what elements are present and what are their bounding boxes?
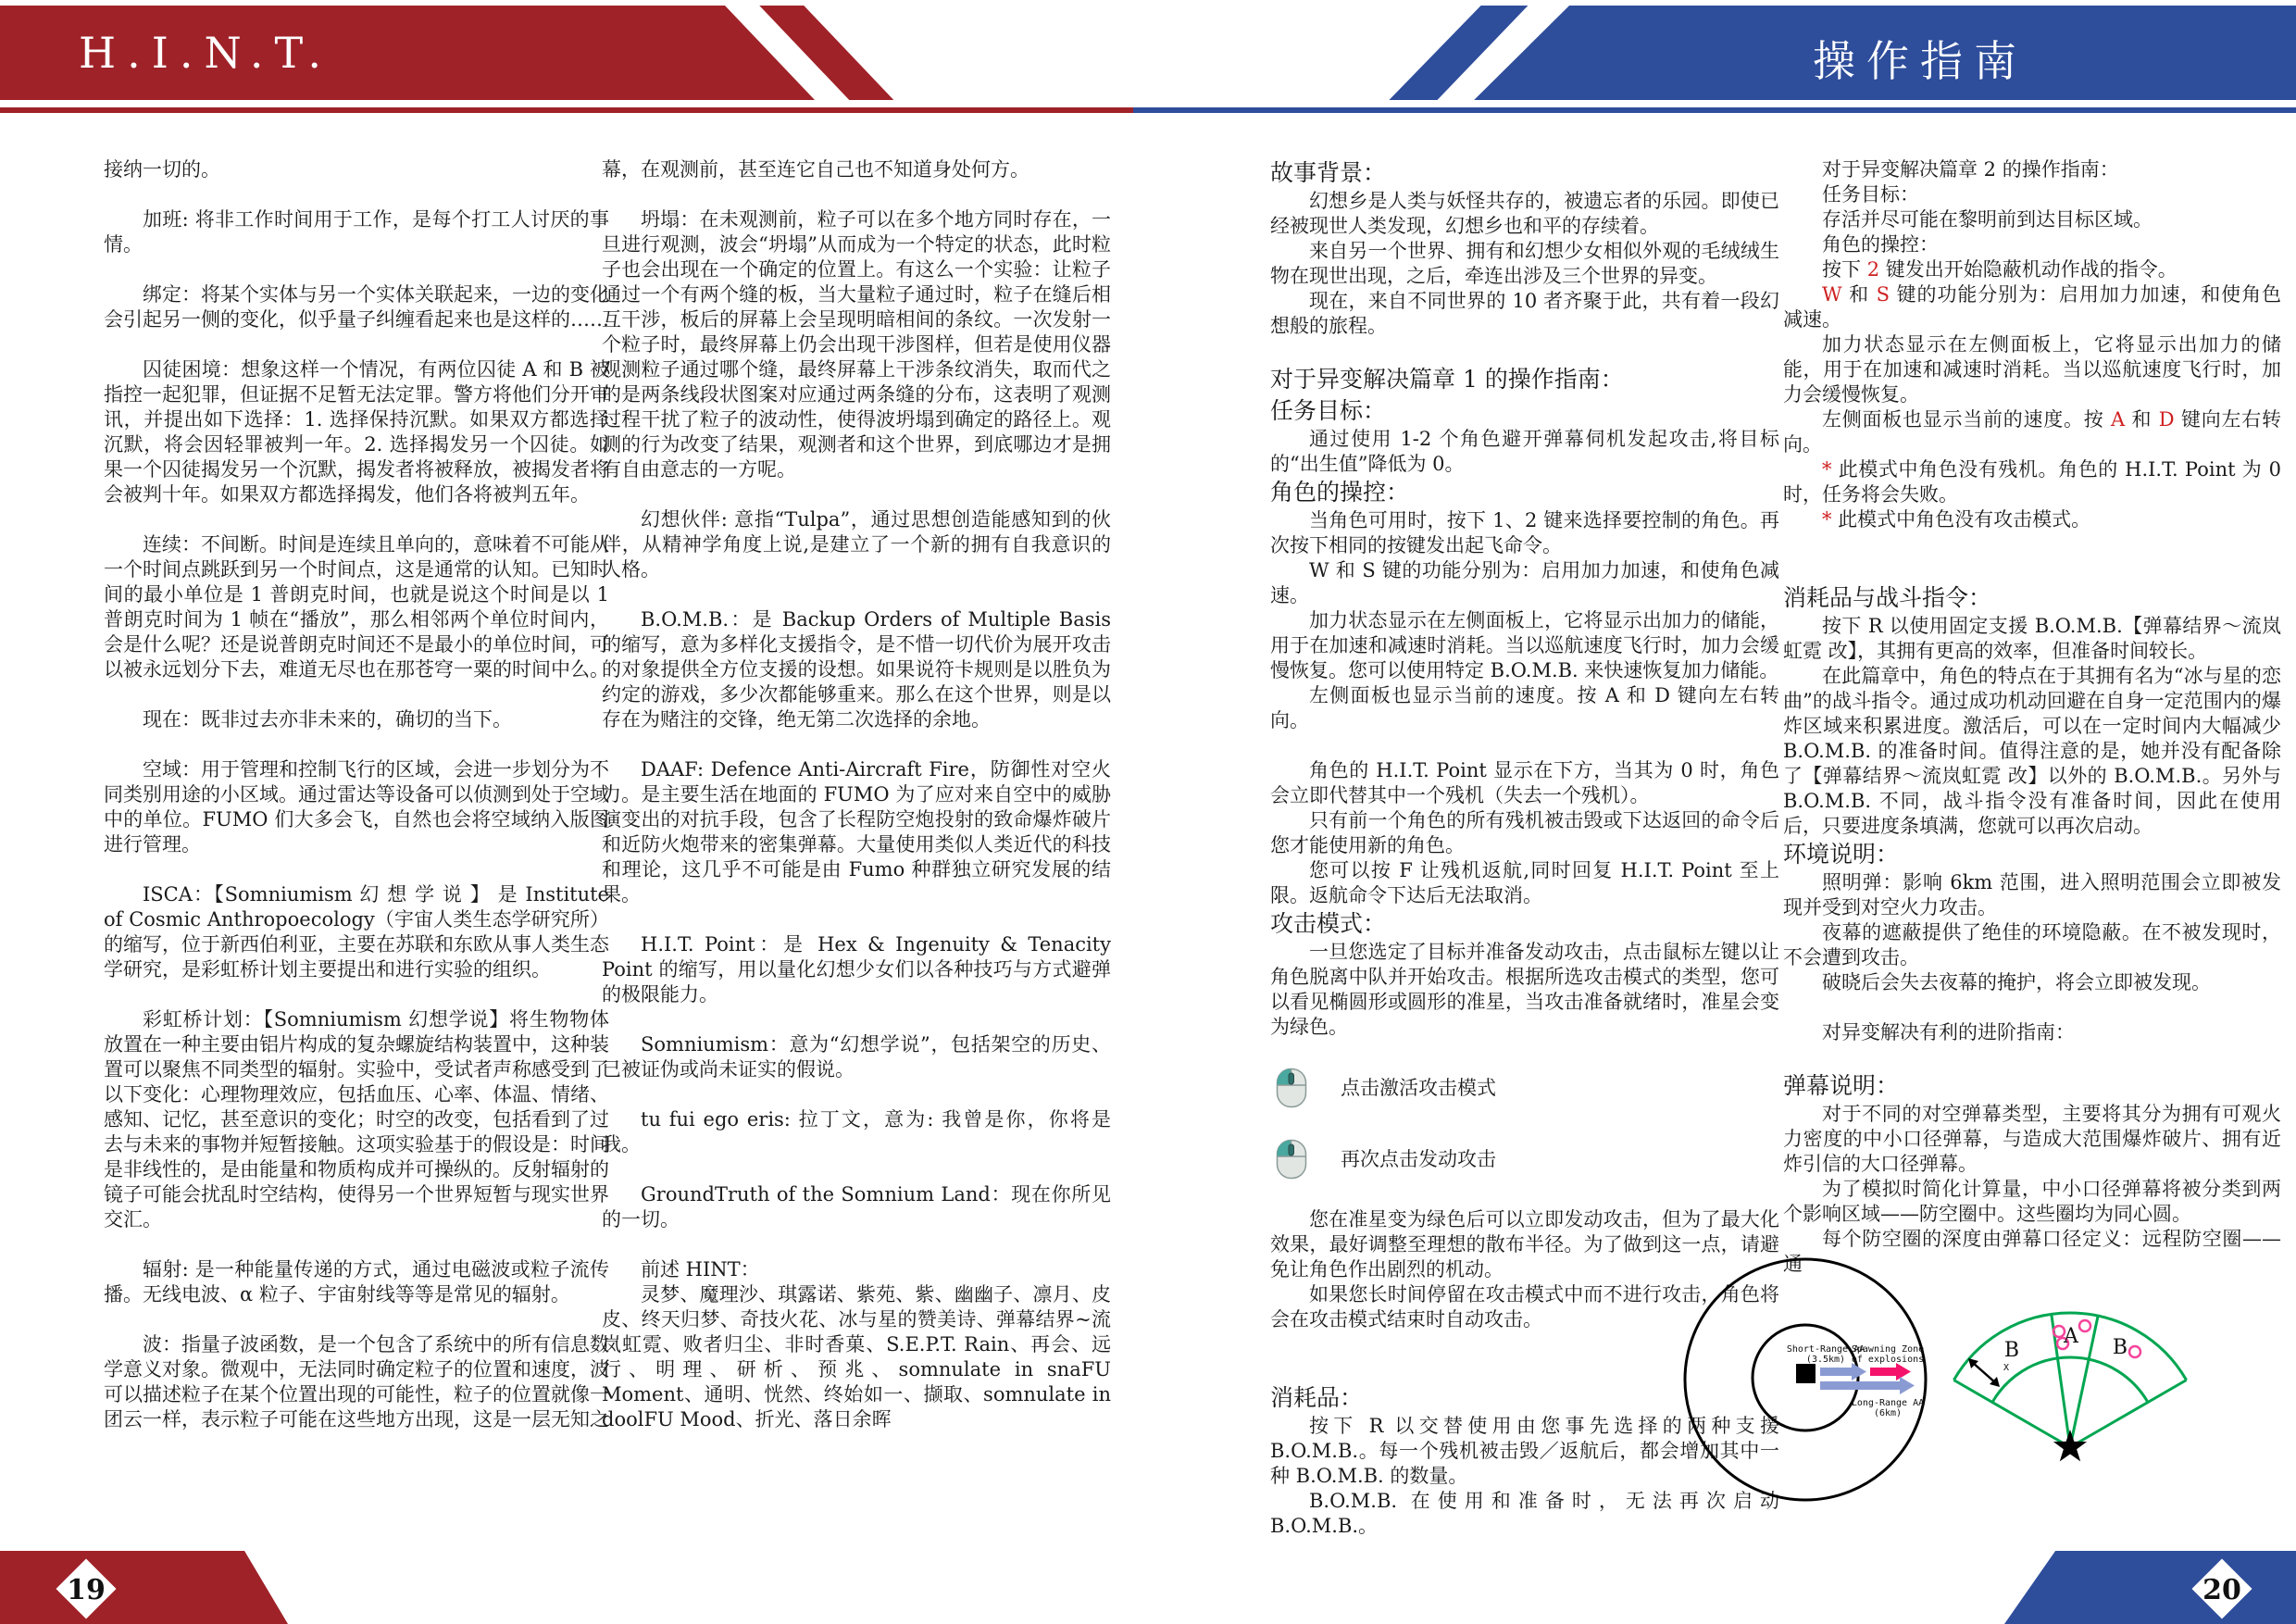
paragraph: 角色的操控： xyxy=(1822,233,1939,256)
paragraph: 一旦您选定了目标并准备发动攻击，点击鼠标左键以让角色脱离中队并开始攻击。根据所选攻击模式的类型，您可以看见椭圆形或圆形的准星，当攻击准备就绪时，准星会变为绿色。 xyxy=(1270,941,1779,1038)
spawning-zone-arrow xyxy=(1870,1363,1911,1380)
paragraph: ISCA：【Somniumism 幻 想 学 说 】 是 Institute of Cosmic Anthropoecology（宇宙人类生态学研究所）的缩写，位于新西伯利亚，主要在苏联和东欧从事人类生态学研究，是彩虹桥计划主要提出和进行实验的组织。 xyxy=(104,883,609,981)
aa-range-circles-diagram xyxy=(1685,1259,1926,1500)
section-heading: 故事背景： xyxy=(1270,159,1387,186)
paragraph: 加班: 将非工作时间用于工作，是每个打工人讨厌的事情。 xyxy=(104,208,609,256)
paragraph: 夜幕的遮蔽提供了绝佳的环境隐蔽。在不被发现时，不会遭到攻击。 xyxy=(1783,921,2281,968)
section-heading: 任务目标： xyxy=(1270,397,1387,424)
flak-zones-diagram xyxy=(1657,1250,2296,1555)
paragraph: 幻想伙伴: 意指“Tulpa”，通过思想创造能感知到的伙伴，从精神学角度上说,是建立了一个新的拥有自我意识的人格。 xyxy=(602,508,1111,581)
paragraph: 按下 R 以交替使用由您事先选择的两种支援 B.O.M.B.。每一个残机被击毁／返航后，都会增加其中一种 B.O.M.B. 的数量。 xyxy=(1270,1415,1779,1487)
long-range-arrow xyxy=(1820,1377,1915,1394)
spawning-zone-label-1: Spawning Zone xyxy=(1851,1344,1925,1355)
paragraph: tu fui ego eris: 拉丁文，意为: 我曾是你，你将是我。 xyxy=(602,1108,1111,1156)
paragraph: B.O.M.B.：是 Backup Orders of Multiple Basis 的缩写，意为多样化支援指令，是不惜一切代价为展开攻击的对象提供全方位支援的设想。如果说符卡规则是以胜负为约定的游戏，多少次都能够重来。那么在这个世界，则是以存在为赌注的交锋，绝无第二次选择的余地。 xyxy=(602,608,1111,731)
paragraph: 在此篇章中，角色的特点在于其拥有名为“冰与星的恋曲”的战斗指令。通过成功机动回避在自身一定范围内的爆炸区域来积累进度。激活后，可以在一定时间内大幅减少 B.O.M.B. 的准备时间。值得注意的是，她并没有配备除了【弹幕结界～流岚虹霓 改】以外的 B.O.M.B.。另外与 B.O.M.B. 不同，战斗指令没有准备时间，因此在使用后，只要进度条填满，您就可以再次启动。 xyxy=(1783,665,2281,837)
short-range-km-label: (3.5km) xyxy=(1805,1355,1846,1365)
paragraph: 波：指量子波函数，是一个包含了系统中的所有信息数学意义对象。微观中，无法同时确定粒子的位置和速度，波可以描述粒子在某个位置出现的可能性，粒子的位置就像一团云一样，表示粒子可能在这些地方出现，这是一层无知之 xyxy=(104,1333,609,1430)
paragraph: 按下 R 以使用固定支援 B.O.M.B.【弹幕结界～流岚虹霓 改】，其拥有更高的效率，但准备时间较长。 xyxy=(1783,615,2281,662)
mouse-instruction-row xyxy=(1276,1136,1779,1182)
section-heading: 弹幕说明： xyxy=(1783,1072,1900,1099)
section-heading: 消耗品与战斗指令： xyxy=(1783,584,1992,611)
paragraph: 对于不同的对空弹幕类型，主要将其分为拥有可观火力密度的中小口径弹幕，与造成大范围爆炸破片、拥有近炸引信的大口径弹幕。 xyxy=(1783,1103,2281,1175)
paragraph: W 和 S 键的功能分别为：启用加力加速，和使角色减速。 xyxy=(1783,283,2281,331)
mouse-instruction-row xyxy=(1276,1065,1779,1111)
section-heading: 攻击模式： xyxy=(1270,910,1387,937)
depth-arrow xyxy=(1968,1358,2000,1387)
short-range-arrow xyxy=(1820,1363,1866,1380)
paragraph: 辐射: 是一种能量传递的方式，通过电磁波或粒子流传播。无线电波、α 粒子、宇宙射线等等是常见的辐射。 xyxy=(104,1258,609,1305)
paragraph: 每个防空圈的深度由弹幕口径定义：远程防空圈——通 xyxy=(1783,1228,2281,1275)
zone-a-label: A xyxy=(2064,1325,2078,1348)
paragraph: 对异变解决有利的进阶指南： xyxy=(1822,1021,2075,1043)
player-star-icon xyxy=(2053,1430,2087,1461)
spawning-zone-label-2: of explosions xyxy=(1851,1355,1925,1365)
paragraph: 灵梦、魔理沙、琪露诺、紫苑、紫、幽幽子、凛月、皮皮、终天归梦、奇技火花、冰与星的赞美诗、弹幕结界~流岚虹霓、败者归尘、非时香菓、S.E.P.T. Rain、再会、远行、明理、研析、预兆、somnulate in snaFU Moment、通明、恍然、终始如一、撷取、somnulate in doolFU Mood、折光、落日余晖 xyxy=(602,1283,1111,1430)
column-1 xyxy=(104,157,609,1432)
right-footer-banner xyxy=(2004,1551,2296,1624)
zone-b-right-label: B xyxy=(2112,1336,2128,1359)
paragraph: 接纳一切的。 xyxy=(104,158,220,181)
paragraph: 任务目标： xyxy=(1822,183,1919,206)
right-header-rule xyxy=(1133,107,2296,113)
right-page-header-banner xyxy=(1148,6,2296,100)
paragraph: 您在准星变为绿色后可以立即发动攻击，但为了最大化效果，最好调整至理想的散布半径。为了做到这一点，请避免让角色作出剧烈的机动。 xyxy=(1270,1208,1779,1280)
paragraph: Somniumism：意为“幻想学说”，包括架空的历史、已被证伪或尚未证实的假说。 xyxy=(602,1033,1111,1081)
paragraph: 存活并尽可能在黎明前到达目标区域。 xyxy=(1822,208,2152,231)
paragraph: 幕，在观测前，甚至连它自己也不知道身处何方。 xyxy=(602,158,1029,181)
paragraph: * 此模式中角色没有残机。角色的 H.I.T. Point 为 0 时，任务将会失败。 xyxy=(1783,458,2281,506)
section-heading: 角色的操控： xyxy=(1270,479,1410,506)
mouse-instruction-label: 点击激活攻击模式 xyxy=(1341,1076,1496,1099)
paragraph: DAAF: Defence Anti-Aircraft Fire，防御性对空火力。是主要生活在地面的 FUMO 为了应对来自空中的威胁演变出的对抗手段，包含了长程防空炮投射的致命爆炸破片和近防火炮带来的密集弹幕。大量使用类似人类近代的科技和理论，这几乎不可能是由 Fumo 种群独立研究发展的结果。 xyxy=(602,758,1111,906)
paragraph: 按下 2 键发出开始隐蔽机动作战的指令。 xyxy=(1822,258,2177,281)
aa-site-square xyxy=(1796,1364,1816,1383)
paragraph: 连续：不间断。时间是连续且单向的，意味着不可能从一个时间点跳跃到另一个时间点，这是通常的认知。已知时间的最小单位是 1 普朗克时间，也就是说这个时间是以 1 普朗克时间为 1 帧在“播放”，那么相邻两个单位时间内，会是什么呢？还是说普朗克时间还不是最小的单位时间，可以被永远划分下去，难道无尽也在那苍穹一粟的时间中么。 xyxy=(104,533,609,681)
paragraph: 现在：既非过去亦非未来的，确切的当下。 xyxy=(143,708,512,731)
paragraph: 加力状态显示在左侧面板上，它将显示出加力的储能，用于在加速和减速时消耗。当以巡航速度飞行时，加力会缓慢恢复。您可以使用特定 B.O.M.B. 来快速恢复加力储能。 xyxy=(1270,609,1779,681)
paragraph: 现在，来自不同世界的 10 者齐聚于此，共有着一段幻想般的旅程。 xyxy=(1270,290,1779,337)
left-page-number: 19 xyxy=(67,1574,106,1606)
left-page-header-banner xyxy=(0,6,907,100)
zone-b-left-label: B xyxy=(2003,1339,2020,1362)
left-page-title: H.I.N.T. xyxy=(79,28,333,78)
paragraph: 左侧面板也显示当前的速度。按 A 和 D 键向左右转向。 xyxy=(1783,408,2281,456)
column-4 xyxy=(1783,157,2281,1277)
paragraph: 空域：用于管理和控制飞行的区域，会进一步划分为不同类别用途的小区域。通过雷达等设备可以侦测到处于空域中的单位。FUMO 们大多会飞，自然也会将空域纳入版图进行管理。 xyxy=(104,758,609,856)
paragraph: 照明弹：影响 6km 范围，进入照明范围会立即被发现并受到对空火力攻击。 xyxy=(1783,871,2281,918)
left-header-rule xyxy=(0,107,1163,113)
paragraph: 加力状态显示在左侧面板上，它将显示出加力的储能，用于在加速和减速时消耗。当以巡航速度飞行时，加力会缓慢恢复。 xyxy=(1783,333,2281,406)
depth-label: X xyxy=(2003,1363,2010,1373)
paragraph: 左侧面板也显示当前的速度。按 A 和 D 键向左右转向。 xyxy=(1270,684,1779,731)
section-heading: 对于异变解决篇章 1 的操作指南： xyxy=(1270,366,1624,393)
paragraph: GroundTruth of the Somnium Land：现在你所见的一切。 xyxy=(602,1183,1111,1230)
left-footer-banner xyxy=(0,1551,288,1624)
paragraph: 角色的 H.I.T. Point 显示在下方，当其为 0 时，角色会立即代替其中一个残机（失去一个残机）。 xyxy=(1270,759,1779,806)
short-range-label: Short-Range AA xyxy=(1786,1344,1866,1355)
paragraph: 您可以按 F 让残机返航,同时回复 H.I.T. Point 至上限。返航命令下达后无法取消。 xyxy=(1270,859,1779,906)
column-2 xyxy=(602,157,1111,1432)
paragraph: 通过使用 1-2 个角色避开弹幕伺机发起攻击,将目标的“出生值”降低为 0。 xyxy=(1270,428,1779,475)
paragraph: 来自另一个世界、拥有和幻想少女相似外观的毛绒绒生物在现世出现，之后，牵连出涉及三个世界的异变。 xyxy=(1270,240,1779,287)
mouse-instruction-label: 再次点击发动攻击 xyxy=(1341,1147,1496,1170)
paragraph: 破晓后会失去夜幕的掩护，将会立即被发现。 xyxy=(1822,971,2211,993)
paragraph: 囚徒困境：想象这样一个情况，有两位囚徒 A 和 B 被指控一起犯罪，但证据不足暂无法定罪。警方将他们分开审讯，并提出如下选择：1. 选择保持沉默。如果双方都选择沉默，将会因轻罪被判一年。2. 选择揭发另一个囚徒。如果一个囚徒揭发另一个沉默，揭发者将被释放，被揭发者将会被判十年。如果双方都选择揭发，他们各将被判五年。 xyxy=(104,358,609,506)
section-heading: 消耗品： xyxy=(1270,1384,1364,1411)
long-range-km-label: (6km) xyxy=(1873,1408,1903,1418)
section-heading: 环境说明： xyxy=(1783,841,1900,868)
paragraph: B.O.M.B. 在使用和准备时，无法再次启动 B.O.M.B.。 xyxy=(1270,1490,1779,1537)
paragraph: H.I.T. Point：是 Hex & Ingenuity & Tenacity Point 的缩写，用以量化幻想少女们以各种技巧与方式避弹的极限能力。 xyxy=(602,933,1111,1006)
paragraph: 前述 HINT： xyxy=(641,1258,760,1280)
paragraph: 坍塌：在未观测前，粒子可以在多个地方同时存在，一旦进行观测，波会“坍塌”从而成为一个特定的状态，此时粒子也会出现在一个确定的位置上。有这么一个实验：让粒子通过一个有两个缝的板，当大量粒子通过时，粒子在缝后相互干涉，板后的屏幕上会呈现明暗相间的条纹。一次发射一个粒子时，最终屏幕上仍会出现干涉图样，但若是使用仪器观测粒子通过哪个缝，最终屏幕上干涉条纹消失，取而代之的是两条线段状图案对应通过两条缝的分布，这表明了观测过程干扰了粒子的波动性，使得波坍塌到确定的路径上。观测的行为改变了结果，观测者和这个世界，到底哪边才是拥有自由意志的一方呢。 xyxy=(602,208,1111,481)
explosion-dot xyxy=(2079,1320,2090,1331)
paragraph: W 和 S 键的功能分别为：启用加力加速，和使角色减速。 xyxy=(1270,559,1779,606)
blue-banner-shape xyxy=(1148,6,2296,100)
paragraph: 绑定：将某个实体与另一个实体关联起来，一边的变化会引起另一侧的变化，似乎量子纠缠看起来也是这样的…… xyxy=(104,283,609,331)
paragraph: 对于异变解决篇章 2 的操作指南： xyxy=(1822,158,2119,181)
right-page-number: 20 xyxy=(2202,1574,2241,1606)
paragraph: 幻想乡是人类与妖怪共存的，被遗忘者的乐园。即使已经被现世人类发现，幻想乡也和平的存续着。 xyxy=(1270,190,1779,237)
paragraph: 彩虹桥计划：【Somniumism 幻想学说】将生物物体放置在一种主要由铝片构成的复杂螺旋结构装置中，这种装置可以聚焦不同类型的辐射。实验中，受试者声称感受到了以下变化：心理物理效应，包括血压、心率、体温、情绪、感知、记忆，甚至意识的变化；时空的改变，包括看到了过去与未来的事物并短暂接触。这项实验基于的假设是：时间是非线性的，是由能量和物质构成并可操纵的。反射辐射的镜子可能会扰乱时空结构，使得另一个世界短暂与现实世界交汇。 xyxy=(104,1008,609,1230)
paragraph: * 此模式中角色没有攻击模式。 xyxy=(1822,508,2091,531)
long-range-label: Long-Range AA xyxy=(1851,1398,1925,1408)
paragraph: 当角色可用时，按下 1、2 键来选择要控制的角色。再次按下相同的按键发出起飞命令。 xyxy=(1270,509,1779,556)
explosion-dot xyxy=(2129,1346,2140,1357)
right-page-title: 操作指南 xyxy=(1813,36,2028,86)
paragraph: 只有前一个角色的所有残机被击毁或下达返回的命令后您才能使用新的角色。 xyxy=(1270,809,1779,856)
paragraph: 为了模拟时简化计算量，中小口径弹幕将被分类到两个影响区域——防空圈中。这些圈均为同心圆。 xyxy=(1783,1178,2281,1225)
paragraph: 如果您长时间停留在攻击模式中而不进行攻击，角色将会在攻击模式结束时自动攻击。 xyxy=(1270,1283,1779,1330)
